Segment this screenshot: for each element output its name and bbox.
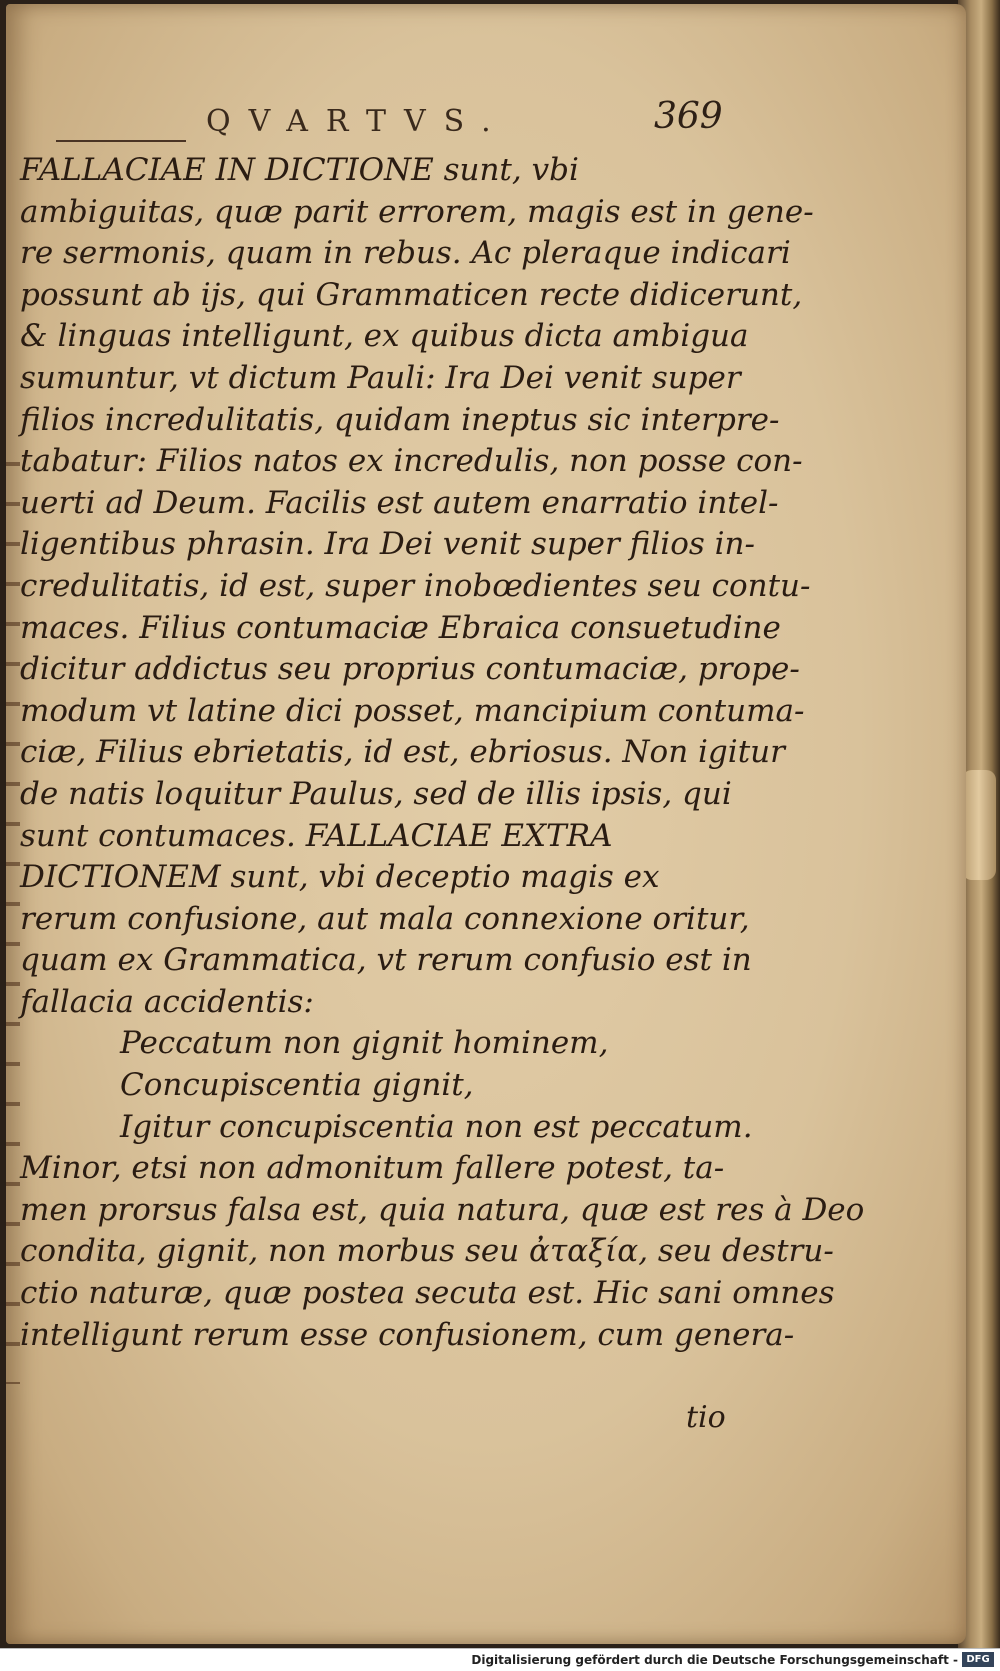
text-line: modum vt latine dici posset, mancipium contuma- <box>20 692 805 729</box>
verse-line: Peccatum non gignit hominem, <box>120 1025 609 1062</box>
text-line: FALLACIAE IN DICTIONE sunt, vbi <box>20 152 579 188</box>
text-line: de natis loquitur Paulus, sed de illis ipsis, qui <box>20 775 732 812</box>
footer-bar <box>0 1648 1000 1671</box>
text-line: maces. Filius contumaciæ Ebraica consuetudine <box>20 609 781 646</box>
book-page <box>6 4 966 1644</box>
text-line: ligentibus phrasin. Ira Dei venit super filios in- <box>20 526 755 563</box>
text-line: ctio naturæ, quæ postea secuta est. Hic sani omnes <box>20 1275 835 1312</box>
text-line: filios incredulitatis, quidam ineptus sic interpre- <box>20 401 780 438</box>
gutter-marks <box>6 444 20 1384</box>
text-line: tabatur: Filios natos ex incredulis, non posse con- <box>20 443 803 480</box>
catchword: tio <box>686 1400 726 1435</box>
running-head: QVARTVS. <box>206 104 509 139</box>
text-line: DICTIONEM sunt, vbi deceptio magis ex <box>20 859 660 896</box>
book-clasp <box>962 770 996 880</box>
page-number: 369 <box>654 96 723 137</box>
text-line: quam ex Grammatica, vt rerum confusio est in <box>20 942 752 979</box>
head-rule <box>56 140 186 142</box>
text-line: condita, gignit, non morbus seu ἀταξία, seu destru- <box>20 1233 834 1270</box>
text-line: ciæ, Filius ebrietatis, id est, ebriosus. Non igitur <box>20 734 785 771</box>
funding-credit: Digitalisierung gefördert durch die Deutsche Forschungsgemeinschaft - <box>471 1653 958 1667</box>
verse-line: Concupiscentia gignit, <box>120 1067 474 1104</box>
text-line: re sermonis, quam in rebus. Ac pleraque indicari <box>20 235 791 272</box>
text-line: rerum confusione, aut mala connexione oritur, <box>20 900 750 937</box>
verse-line: Igitur concupiscentia non est peccatum. <box>120 1108 753 1145</box>
text-line: intelligunt rerum esse confusionem, cum genera- <box>20 1316 795 1353</box>
text-line: sumuntur, vt dictum Pauli: Ira Dei venit super <box>20 359 741 396</box>
text-line: dicitur addictus seu proprius contumaciæ, prope- <box>20 651 800 688</box>
text-line: uerti ad Deum. Facilis est autem enarratio intel- <box>20 484 779 521</box>
body-text <box>20 150 865 1356</box>
dfg-logo-icon: DFG <box>962 1652 994 1667</box>
text-line: ambiguitas, quæ parit errorem, magis est in gene- <box>20 193 814 230</box>
text-line: fallacia accidentis: <box>20 983 314 1020</box>
text-line: & linguas intelligunt, ex quibus dicta ambigua <box>20 318 749 355</box>
text-line: men prorsus falsa est, quia natura, quæ est res à Deo <box>20 1191 865 1228</box>
text-line: sunt contumaces. FALLACIAE EXTRA <box>20 817 613 854</box>
text-line: possunt ab ijs, qui Grammaticen recte didicerunt, <box>20 276 803 313</box>
text-line: Minor, etsi non admonitum fallere potest, ta- <box>20 1150 725 1187</box>
text-line: credulitatis, id est, super inobœdientes seu contu- <box>20 567 811 604</box>
